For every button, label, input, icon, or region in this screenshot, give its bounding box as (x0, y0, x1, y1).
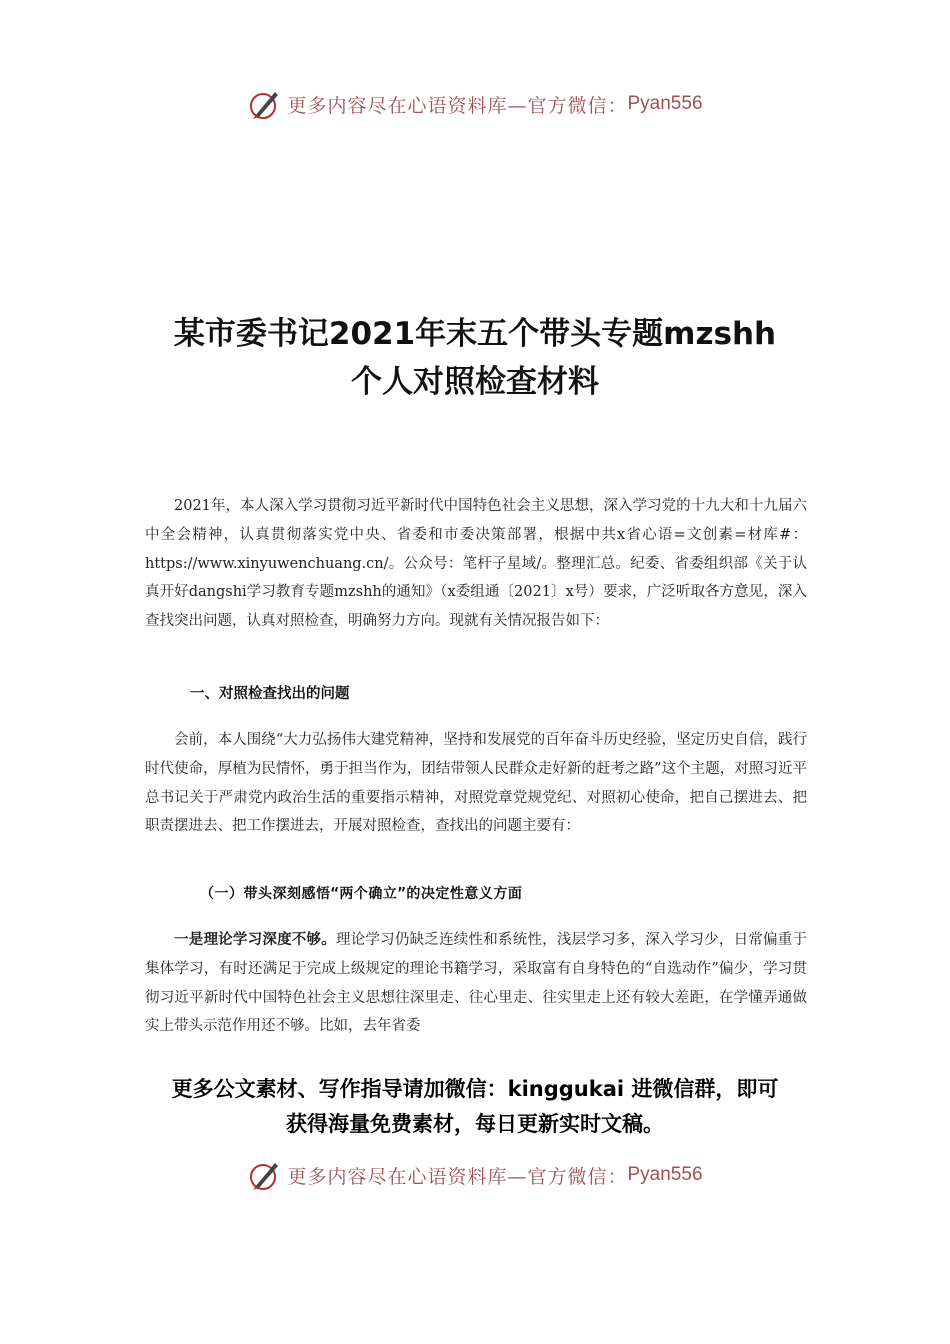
quill-pen-logo-icon (247, 86, 283, 122)
section-heading-1: 一、对照检查找出的问题 (190, 686, 350, 702)
intro-paragraph: 2021年，本人深入学习贯彻习近平新时代中国特色社会主义思想，深入学习党的十九大和十九届六中全会精神，认真贯彻落实党中央、省委和市委决策部署，根据中共x省心语=文创素=材库#：https://www.xinyuwenchuang.cn/。公众号：笔杆子星域/。整理汇总。纪委、省委组织部《关于认真开好dangshi学习教育专题mzshh的通知》（x委组通〔2021〕x号）要求，广泛听取各方意见，深入查找突出问题，认真对照检查，明确努力方向。现就有关情况报告如下： (145, 498, 807, 630)
banner-text: 更多内容尽在心语资料库—官方微信： (287, 94, 628, 117)
paragraph-lead: 一是理论学习深度不够。 (174, 932, 336, 948)
header-watermark-banner (0, 84, 950, 124)
subsection-heading-1: （一）带头深刻感悟“两个确立”的决定性意义方面 (200, 886, 523, 902)
subsection-paragraph (145, 926, 807, 1041)
paragraph-body: 理论学习仍缺乏连续性和系统性，浅层学习多，深入学习少，日常偏重于集体学习，有时还满足于完成上级规定的理论书籍学习，采取富有自身特色的“自选动作”偏少，学习贯彻习近平新时代中国特色社会主义思想往深里走、往心里走、往实里走上还有较大差距，在学懂弄通做实上带头示范作用还不够。比如，去年省委 (145, 932, 808, 1035)
banner-wechat-id: Pyan556 (627, 93, 703, 114)
footer-watermark-banner (0, 1155, 950, 1195)
banner-text: 更多内容尽在心语资料库—官方微信： (287, 1165, 628, 1188)
promo-line-2: 获得海量免费素材，每日更新实时文稿。 (286, 1112, 664, 1136)
banner-wechat-id: Pyan556 (627, 1164, 703, 1185)
document-title-line1: 某市委书记2021年末五个带头专题mzshh (173, 316, 777, 352)
section-paragraph: 会前，本人围绕“大力弘扬伟大建党精神，坚持和发展党的百年奋斗历史经验，坚定历史自信，践行时代使命，厚植为民情怀，勇于担当作为，团结带领人民群众走好新的赶考之路”这个主题，对照习近平总书记关于严肃党内政治生活的重要指示精神，对照党章党规党纪、对照初心使命，把自己摆进去、把职责摆进去、把工作摆进去，开展对照检查，查找出的问题主要有： (145, 732, 807, 835)
document-title-line2: 个人对照检查材料 (351, 364, 599, 400)
quill-pen-logo-icon (247, 1157, 283, 1193)
promo-line-1: 更多公文素材、写作指导请加微信：kinggukai 进微信群，即可 (171, 1077, 779, 1101)
